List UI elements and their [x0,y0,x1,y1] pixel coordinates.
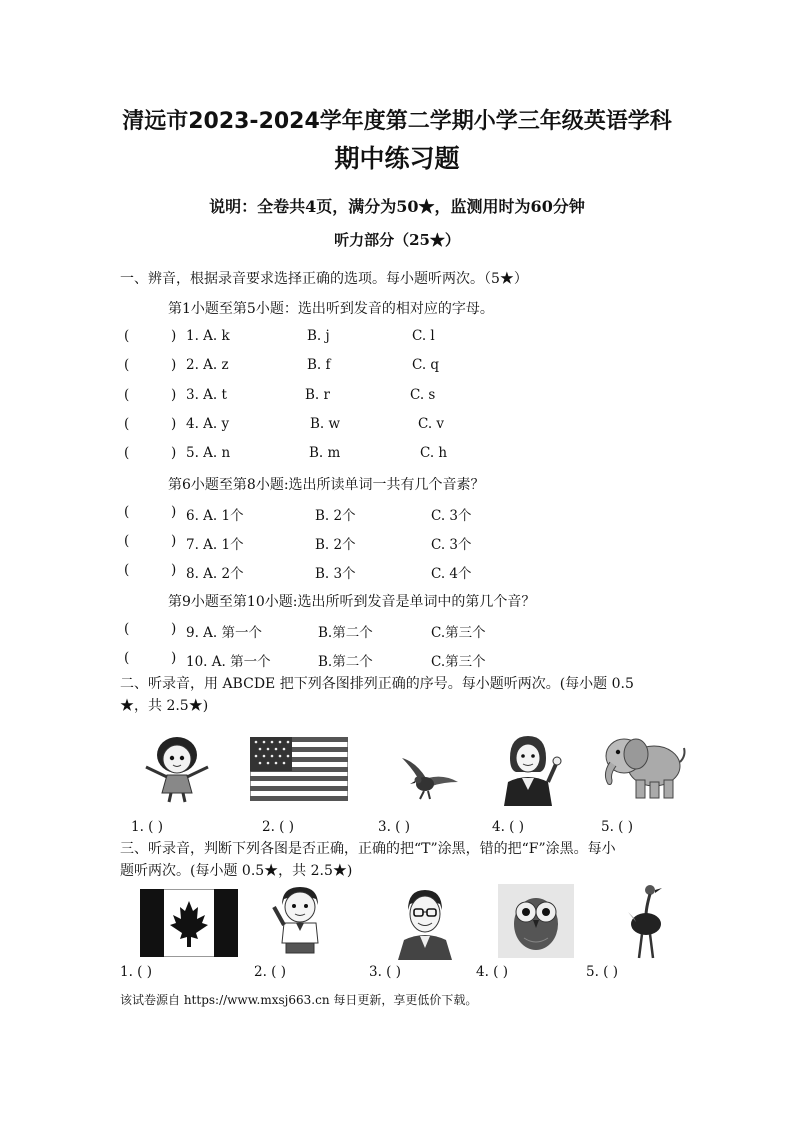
option-c: C. 3个 [431,508,472,524]
answer-bracket-open[interactable]: ( [124,445,130,461]
answer-bracket-open[interactable]: ( [124,357,130,373]
option-b: B. j [307,328,330,344]
answer-bracket-open[interactable]: ( [124,387,130,403]
judge-answer-blank[interactable]: 2. ( ) [254,964,286,980]
option-a: 7. A. 1个 [186,537,244,553]
woman-picture [496,734,562,806]
option-c: C. h [420,445,448,461]
exam-subtitle: 期中练习题 [334,144,460,173]
option-b: B. 2个 [315,508,356,524]
exam-note: 说明：全卷共4页，满分为50★，监测用时为60分钟 [209,197,585,216]
section2-heading-line2: ★，共 2.5★) [120,698,209,714]
answer-bracket-close: ) [171,445,177,461]
picture-answer-blank[interactable]: 2. ( ) [262,819,294,835]
elephant-picture [600,730,688,802]
option-c: C. q [412,357,440,373]
option-c: C.第三个 [431,654,486,670]
option-c: C. l [412,328,435,344]
option-b: B. w [310,416,341,432]
answer-bracket-open[interactable]: ( [124,328,130,344]
listening-part-title: 听力部分（25★） [334,231,460,249]
picture-answer-blank[interactable]: 1. ( ) [131,819,163,835]
option-a: 1. A. k [186,328,230,344]
exam-title: 清远市2023-2024学年度第二学期小学三年级英语学科 [122,109,672,134]
option-c: C.第三个 [431,625,486,641]
option-c: C. 3个 [431,537,472,553]
answer-bracket-open[interactable]: ( [124,650,130,666]
picture-answer-blank[interactable]: 5. ( ) [601,819,633,835]
answer-bracket-open[interactable]: ( [124,562,130,578]
picture-answer-blank[interactable]: 4. ( ) [492,819,524,835]
option-b: B. f [307,357,331,373]
source-footer: 该试卷源自 https://www.mxsj663.cn 每日更新，享更低价下载。 [120,993,478,1007]
answer-bracket-close: ) [171,416,177,432]
judge-answer-blank[interactable]: 3. ( ) [369,964,401,980]
answer-bracket-close: ) [171,328,177,344]
owl-picture [498,884,574,958]
option-a: 6. A. 1个 [186,508,244,524]
option-a: 8. A. 2个 [186,566,244,582]
option-a: 5. A. n [186,445,231,461]
answer-bracket-close: ) [171,357,177,373]
section3-heading-line2: 题听两次。(每小题 0.5★，共 2.5★) [120,863,353,879]
section2-heading-line1: 二、听录音，用 ABCDE 把下列各图排列正确的序号。每小题听两次。(每小题 0.5 [120,676,634,692]
option-b: B. 3个 [315,566,356,582]
option-b: B. r [305,387,330,403]
answer-bracket-close: ) [171,533,177,549]
group1-instruction: 第1小题至第5小题：选出听到发音的相对应的字母。 [168,301,494,317]
answer-bracket-close: ) [171,504,177,520]
girl-picture [136,733,218,803]
answer-bracket-open[interactable]: ( [124,621,130,637]
option-c: C. v [418,416,445,432]
option-b: B.第二个 [318,625,373,641]
section3-heading-line1: 三、听录音，判断下列各图是否正确，正确的把“T”涂黑，错的把“F”涂黑。每小 [120,841,616,857]
option-c: C. 4个 [431,566,472,582]
canada-flag-picture [140,889,238,957]
answer-bracket-open[interactable]: ( [124,504,130,520]
option-b: B.第二个 [318,654,373,670]
group2-instruction: 第6小题至第8小题:选出所读单词一共有几个音素？ [168,477,485,493]
option-c: C. s [410,387,436,403]
group3-instruction: 第9小题至第10小题:选出所听到发音是单词中的第几个音？ [168,594,536,610]
judge-answer-blank[interactable]: 4. ( ) [476,964,508,980]
answer-bracket-close: ) [171,562,177,578]
option-a: 4. A. y [186,416,230,432]
answer-bracket-open[interactable]: ( [124,533,130,549]
answer-bracket-close: ) [171,387,177,403]
bird-picture [398,752,460,802]
option-b: B. m [309,445,341,461]
judge-answer-blank[interactable]: 1. ( ) [120,964,152,980]
usa-flag-picture [250,737,348,801]
option-a: 2. A. z [186,357,229,373]
ostrich-picture [622,882,674,960]
option-a: 3. A. t [186,387,227,403]
judge-answer-blank[interactable]: 5. ( ) [586,964,618,980]
option-b: B. 2个 [315,537,356,553]
boy-picture [268,885,332,957]
answer-bracket-open[interactable]: ( [124,416,130,432]
option-a: 10. A. 第一个 [186,654,271,670]
picture-answer-blank[interactable]: 3. ( ) [378,819,410,835]
answer-bracket-close: ) [171,621,177,637]
answer-bracket-close: ) [171,650,177,666]
section1-heading: 一、辨音，根据录音要求选择正确的选项。每小题听两次。（5★） [120,271,528,287]
option-a: 9. A. 第一个 [186,625,263,641]
man-picture [394,888,456,960]
